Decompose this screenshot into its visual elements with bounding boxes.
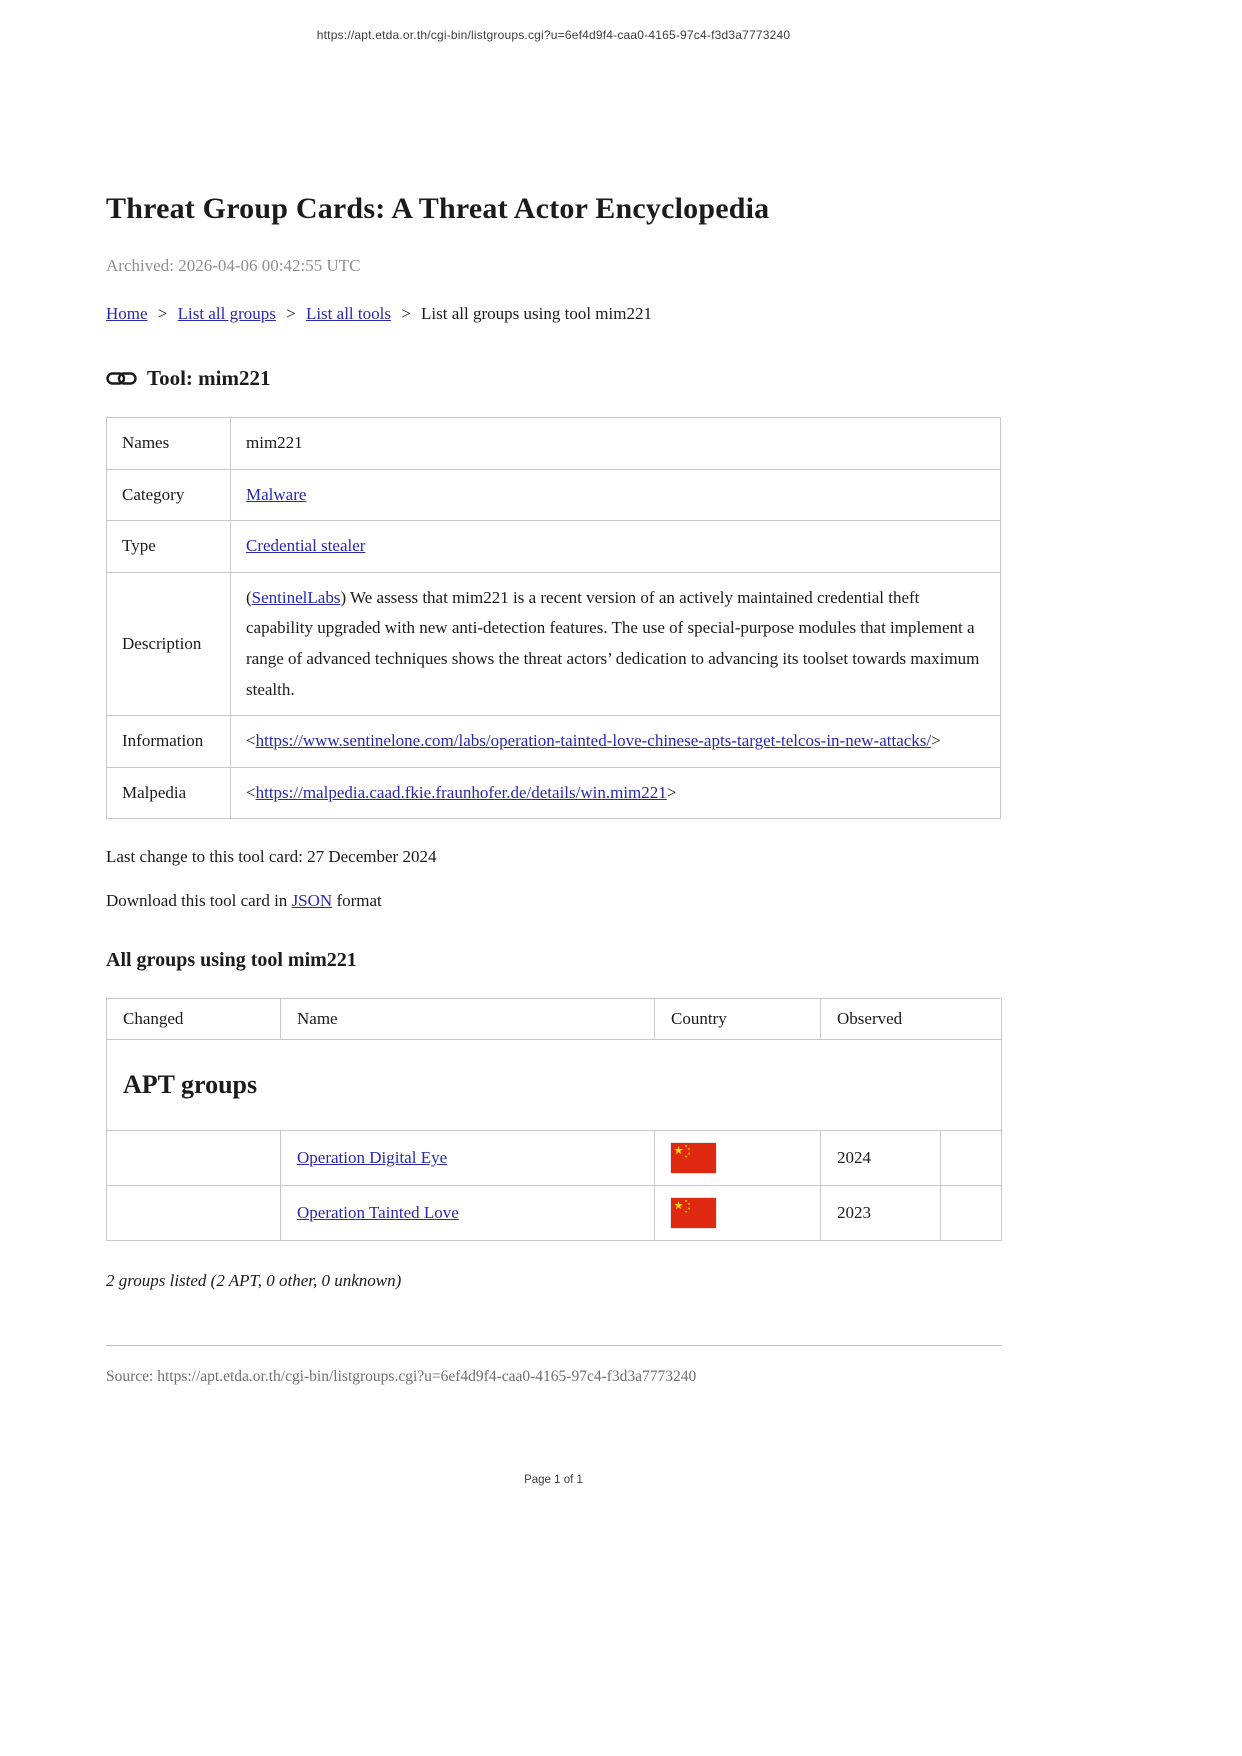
group-row	[107, 1186, 1002, 1241]
row-label-category: Category	[107, 469, 231, 521]
groups-section-heading: All groups using tool mim221	[106, 949, 357, 972]
china-flag-icon	[671, 1143, 716, 1173]
download-suffix: format	[332, 891, 382, 911]
column-header-country: Country	[655, 999, 821, 1040]
spare-cell	[941, 1186, 1002, 1241]
row-value-information	[231, 716, 1001, 768]
breadcrumb	[106, 304, 1001, 324]
row-value-type	[231, 521, 1001, 573]
tool-heading-label: Tool: mim221	[147, 366, 271, 390]
table-row	[107, 767, 1001, 819]
row-value-names: mim221	[231, 418, 1001, 470]
group-name-cell	[281, 1186, 655, 1241]
breadcrumb-home-link[interactable]: Home	[106, 304, 148, 323]
row-label-information: Information	[107, 716, 231, 768]
sentinellabs-link[interactable]: SentinelLabs	[251, 587, 341, 607]
row-value-description	[231, 572, 1001, 715]
tool-card-table	[106, 417, 1001, 819]
operation-tainted-love-link[interactable]: Operation Tainted Love	[297, 1203, 459, 1223]
observed-cell: 2024	[821, 1131, 941, 1186]
angle-bracket-close: >	[931, 731, 941, 751]
groups-table	[106, 998, 1002, 1241]
row-value-category	[231, 469, 1001, 521]
download-note	[106, 891, 1001, 911]
tool-heading	[106, 366, 1001, 391]
breadcrumb-list-all-tools-link[interactable]: List all tools	[305, 304, 391, 323]
page	[106, 0, 1001, 1486]
spare-cell	[941, 1131, 1002, 1186]
description-prefix: (	[246, 587, 252, 607]
groups-table-header-row	[107, 999, 1002, 1040]
country-cell	[655, 1186, 821, 1241]
information-sentinelone-link[interactable]: https://www.sentinelone.com/labs/operation-tainted-love-chinese-apts-target-telcos-in-new-attacks/	[255, 731, 932, 751]
table-row	[107, 469, 1001, 521]
country-cell	[655, 1131, 821, 1186]
last-change-note: Last change to this tool card: 27 December 2024	[106, 847, 437, 867]
table-row	[107, 521, 1001, 573]
print-header-url: https://apt.etda.or.th/cgi-bin/listgroups.cgi?u=6ef4d9f4-caa0-4165-97c4-f3d3a7773240	[316, 28, 791, 42]
category-malware-link[interactable]: Malware	[246, 484, 307, 504]
table-row	[107, 572, 1001, 715]
table-row	[107, 716, 1001, 768]
apt-groups-section-label: APT groups	[107, 1040, 1002, 1131]
angle-bracket-close: >	[666, 782, 677, 802]
breadcrumb-separator: >	[286, 304, 296, 323]
column-header-observed: Observed	[821, 999, 1002, 1040]
archived-timestamp: Archived: 2026-04-06 00:42:55 UTC	[106, 256, 361, 275]
angle-bracket-open: <	[246, 782, 256, 802]
row-label-names: Names	[107, 418, 231, 470]
row-label-description: Description	[107, 572, 231, 715]
row-label-type: Type	[107, 521, 231, 573]
print-footer-page-number: Page 1 of 1	[524, 1474, 583, 1487]
groups-count-summary: 2 groups listed (2 APT, 0 other, 0 unknown)	[106, 1271, 402, 1291]
breadcrumb-separator: >	[401, 304, 411, 323]
china-flag-icon	[671, 1198, 716, 1228]
changed-cell	[107, 1131, 281, 1186]
link-icon	[106, 368, 137, 389]
group-row	[107, 1131, 1002, 1186]
apt-groups-section-row	[107, 1040, 1002, 1131]
changed-cell	[107, 1186, 281, 1241]
column-header-changed: Changed	[107, 999, 281, 1040]
column-header-name: Name	[281, 999, 655, 1040]
page-title: Threat Group Cards: A Threat Actor Encyclopedia	[106, 192, 770, 225]
breadcrumb-list-all-groups-link[interactable]: List all groups	[177, 304, 276, 323]
download-prefix: Download this tool card in	[106, 891, 292, 911]
operation-digital-eye-link[interactable]: Operation Digital Eye	[297, 1148, 448, 1168]
angle-bracket-open: <	[246, 731, 256, 751]
source-url: Source: https://apt.etda.or.th/cgi-bin/listgroups.cgi?u=6ef4d9f4-caa0-4165-97c4-f3d3a7773240	[106, 1368, 697, 1386]
row-label-malpedia: Malpedia	[107, 767, 231, 819]
group-name-cell	[281, 1131, 655, 1186]
row-value-malpedia	[231, 767, 1001, 819]
breadcrumb-separator: >	[157, 304, 168, 323]
description-text: ) We assess that mim221 is a recent version of an actively maintained credential theft capability upgraded with new anti-detection features. The use of special-purpose modules that implement a range of advanced techniques shows the threat actors’ dedication to advancing its toolset towards maximum stealth.	[246, 587, 980, 699]
type-credential-stealer-link[interactable]: Credential stealer	[246, 536, 366, 556]
divider	[106, 1345, 1001, 1346]
download-json-link[interactable]: JSON	[291, 891, 333, 911]
table-row	[107, 418, 1001, 470]
observed-cell: 2023	[821, 1186, 941, 1241]
malpedia-link[interactable]: https://malpedia.caad.fkie.fraunhofer.de/details/win.mim221	[255, 782, 667, 802]
breadcrumb-current: List all groups using tool mim221	[421, 304, 652, 323]
